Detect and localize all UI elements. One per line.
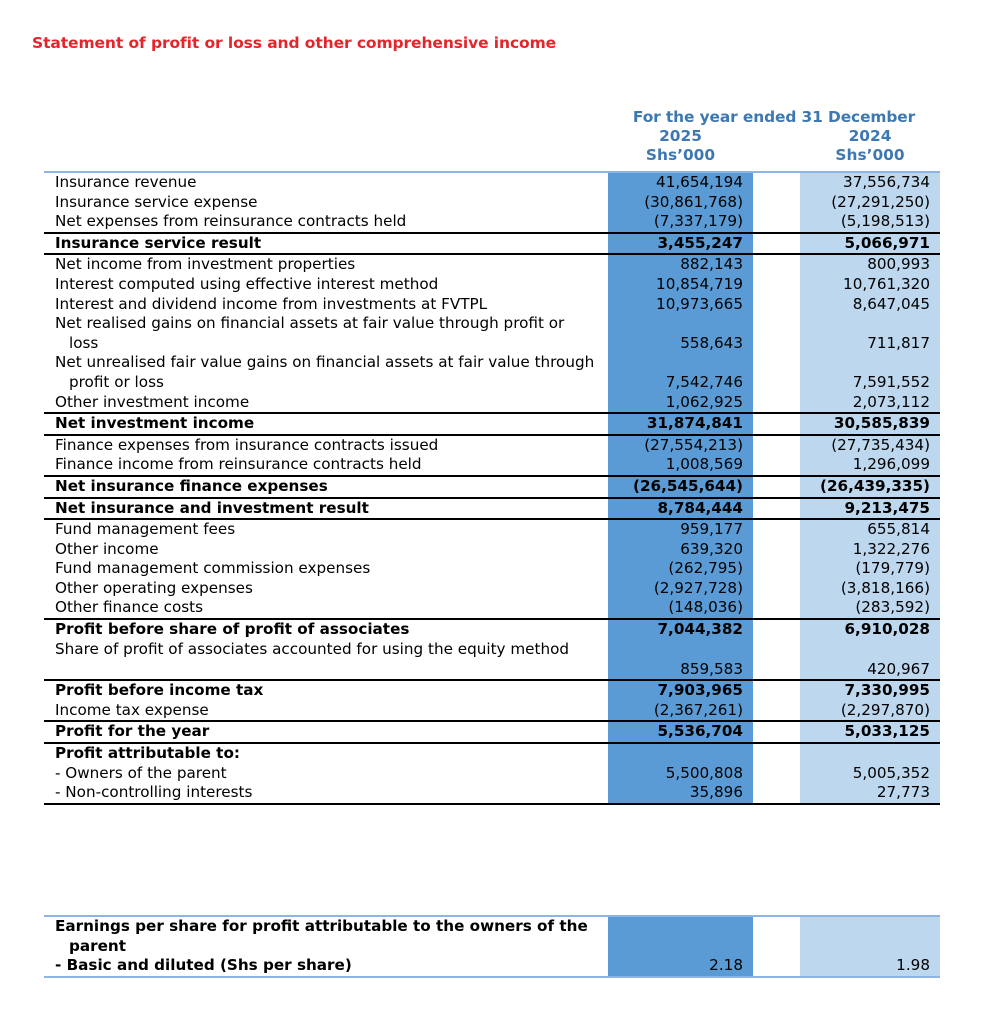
- row-label: Other operating expenses: [55, 578, 253, 597]
- row-value-2024: (27,735,434): [800, 435, 940, 456]
- value-spacer: [608, 353, 743, 373]
- row-value-2024: [800, 314, 940, 353]
- period-header: For the year ended 31 December: [632, 108, 916, 126]
- value-text: 711,817: [867, 333, 930, 352]
- row-gap: [753, 314, 800, 353]
- row-label: Fund management commission expenses: [55, 559, 371, 578]
- row-label: Interest computed using effective interest method: [55, 274, 439, 293]
- row-value-2024: [800, 353, 940, 392]
- row-gap: [753, 275, 800, 295]
- row-gap: [753, 393, 800, 414]
- table-row-total: [44, 476, 940, 498]
- row-label: Fund management fees: [55, 520, 236, 539]
- row-label: Net expenses from reinsurance contracts held: [55, 212, 407, 231]
- row-value-2024: 30,585,839: [800, 413, 940, 435]
- row-value-2024: [800, 743, 940, 764]
- eps-table: [44, 915, 940, 978]
- row-value-2025: 1,008,569: [608, 455, 753, 476]
- table-row: [44, 519, 940, 540]
- row-value-2024: [800, 640, 940, 681]
- table-row-subhead: [44, 743, 940, 764]
- row-value-2025: 3,455,247: [608, 233, 753, 255]
- row-label: [44, 314, 608, 353]
- table-row: [44, 212, 940, 233]
- table-row-total: [44, 233, 940, 255]
- row-gap: [753, 172, 800, 193]
- row-gap: [753, 598, 800, 619]
- row-value-2024: 5,033,125: [800, 721, 940, 743]
- row-label: Net insurance finance expenses: [44, 476, 608, 498]
- row-gap: [753, 721, 800, 743]
- row-label: - Owners of the parent: [55, 763, 227, 782]
- row-value-2024: (26,439,335): [800, 476, 940, 498]
- row-label: Income tax expense: [55, 700, 209, 719]
- value-spacer: [800, 314, 930, 334]
- table-row: [44, 783, 940, 804]
- table-row-total: [44, 680, 940, 701]
- value-text: 558,643: [680, 333, 743, 352]
- eps-heading-value-2025: [608, 916, 753, 956]
- row-label: Interest and dividend income from investments at FVTPL: [55, 294, 488, 313]
- units-2025-label: Shs’000: [645, 146, 716, 164]
- table-row: [44, 435, 940, 456]
- row-label: Net income from investment properties: [55, 255, 356, 274]
- table-row-total: [44, 498, 940, 520]
- row-value-2025: 10,973,665: [608, 295, 753, 315]
- row-gap: [753, 254, 800, 275]
- eps-label-line2: parent: [69, 936, 126, 955]
- income-statement-table: [44, 171, 940, 805]
- row-value-2024: 1,296,099: [800, 455, 940, 476]
- row-value-2025: (2,927,728): [608, 579, 753, 599]
- row-gap: [753, 559, 800, 579]
- row-value-2025: 639,320: [608, 540, 753, 560]
- row-gap: [753, 764, 800, 784]
- row-value-2024: 9,213,475: [800, 498, 940, 520]
- row-gap: [753, 540, 800, 560]
- row-gap: [753, 783, 800, 804]
- row-label: - Non-controlling interests: [44, 783, 608, 804]
- row-value-2025: 41,654,194: [608, 172, 753, 193]
- table-row-total: [44, 413, 940, 435]
- row-value-2025: (2,367,261): [608, 701, 753, 722]
- row-value-2025: 8,784,444: [608, 498, 753, 520]
- table-row: [44, 193, 940, 213]
- row-label-line2: loss: [69, 333, 99, 352]
- row-gap: [753, 233, 800, 255]
- row-label: Finance expenses from insurance contracts issued: [55, 435, 439, 454]
- row-gap: [753, 743, 800, 764]
- row-value-2024: (283,592): [800, 598, 940, 619]
- eps-heading-value-2024: [800, 916, 940, 956]
- row-gap: [753, 212, 800, 233]
- units-2024-label: Shs’000: [835, 146, 905, 164]
- header-gap-2: [753, 146, 800, 164]
- row-value-2024: 6,910,028: [800, 619, 940, 640]
- table-row: [44, 393, 940, 414]
- row-label-line1: Net unrealised fair value gains on financial assets at fair value through: [55, 353, 595, 372]
- row-label: Profit attributable to:: [55, 744, 240, 763]
- row-gap: [753, 640, 800, 681]
- row-value-2024: 10,761,320: [800, 275, 940, 295]
- row-value-2024: (27,291,250): [800, 193, 940, 213]
- row-label: Net insurance and investment result: [44, 498, 608, 520]
- row-value-2024: 800,993: [800, 254, 940, 275]
- eps-value-2024: 1.98: [800, 956, 940, 977]
- eps-label: [44, 916, 608, 956]
- row-value-2025: 882,143: [608, 254, 753, 275]
- row-gap: [753, 193, 800, 213]
- row-label: Insurance revenue: [44, 172, 608, 193]
- row-value-2024: 655,814: [800, 519, 940, 540]
- row-value-2025: 959,177: [608, 519, 753, 540]
- row-value-2024: 8,647,045: [800, 295, 940, 315]
- table-row: [44, 172, 940, 193]
- value-spacer: [608, 314, 743, 334]
- row-value-2025: 10,854,719: [608, 275, 753, 295]
- table-row: [44, 353, 940, 392]
- row-label: Insurance service result: [44, 233, 608, 255]
- table-row: [44, 764, 940, 784]
- row-value-2024: (3,818,166): [800, 579, 940, 599]
- row-gap: [753, 498, 800, 520]
- row-gap: [753, 916, 800, 956]
- table-row-total: [44, 619, 940, 640]
- row-value-2025: (27,554,213): [608, 435, 753, 456]
- row-label: Profit for the year: [44, 721, 608, 743]
- row-gap: [753, 680, 800, 701]
- row-value-2024: 37,556,734: [800, 172, 940, 193]
- value-text: 859,583: [680, 659, 743, 678]
- table-row: [44, 579, 940, 599]
- row-value-2025: 7,903,965: [608, 680, 753, 701]
- row-value-2025: (262,795): [608, 559, 753, 579]
- row-value-2024: 7,330,995: [800, 680, 940, 701]
- row-label-line2: profit or loss: [69, 372, 164, 391]
- row-gap: [753, 435, 800, 456]
- row-value-2025: (26,545,644): [608, 476, 753, 498]
- row-value-2025: (148,036): [608, 598, 753, 619]
- eps-label-line1: Earnings per share for profit attributable to the owners of the: [55, 917, 588, 935]
- row-value-2024: 1,322,276: [800, 540, 940, 560]
- row-value-2025: [608, 353, 753, 392]
- row-value-2024: 2,073,112: [800, 393, 940, 414]
- eps-value-2025: 2.18: [608, 956, 753, 977]
- row-value-2025: 35,896: [608, 783, 753, 804]
- row-label-line1: Net realised gains on financial assets at fair value through profit or: [55, 314, 565, 333]
- row-gap: [753, 956, 800, 977]
- eps-heading-row: [44, 916, 940, 956]
- value-text: 7,591,552: [852, 372, 930, 391]
- row-label-text: Share of profit of associates accounted for using the equity method: [55, 639, 570, 658]
- table-row-total: [44, 721, 940, 743]
- table-row: [44, 701, 940, 722]
- table-row: [44, 598, 940, 619]
- row-value-2024: 5,005,352: [800, 764, 940, 784]
- row-value-2024: 27,773: [800, 783, 940, 804]
- row-gap: [753, 295, 800, 315]
- year-header-row: [608, 127, 940, 145]
- value-text: 7,542,746: [665, 372, 743, 391]
- row-value-2025: [608, 743, 753, 764]
- row-label: Profit before share of profit of associates: [44, 619, 608, 640]
- row-gap: [753, 579, 800, 599]
- eps-basic-label: - Basic and diluted (Shs per share): [44, 956, 608, 977]
- row-label: [44, 640, 608, 681]
- value-spacer: [800, 353, 930, 373]
- table-row: [44, 275, 940, 295]
- row-value-2025: 5,536,704: [608, 721, 753, 743]
- table-row: [44, 540, 940, 560]
- row-label: Other income: [55, 539, 159, 558]
- units-header-row: [608, 146, 940, 164]
- row-value-2024: (2,297,870): [800, 701, 940, 722]
- row-value-2025: (30,861,768): [608, 193, 753, 213]
- page-title: Statement of profit or loss and other comprehensive income: [32, 34, 557, 52]
- row-label: Insurance service expense: [55, 192, 258, 211]
- row-gap: [753, 701, 800, 722]
- row-value-2025: 1,062,925: [608, 393, 753, 414]
- row-value-2025: [608, 640, 753, 681]
- row-value-2025: 7,044,382: [608, 619, 753, 640]
- row-label: Net investment income: [44, 413, 608, 435]
- table-row: [44, 559, 940, 579]
- row-label: Profit before income tax: [44, 680, 608, 701]
- row-label: [44, 353, 608, 392]
- row-value-2024: (5,198,513): [800, 212, 940, 233]
- row-value-2025: 31,874,841: [608, 413, 753, 435]
- header-gap: [753, 127, 800, 145]
- row-label: Other investment income: [55, 392, 250, 411]
- year-2024-label: 2024: [848, 127, 892, 145]
- table-row: [44, 295, 940, 315]
- row-label: Finance income from reinsurance contracts held: [55, 455, 422, 474]
- row-gap: [753, 619, 800, 640]
- row-value-2025: [608, 314, 753, 353]
- year-2025-label: 2025: [659, 127, 702, 145]
- row-value-2025: (7,337,179): [608, 212, 753, 233]
- table-row: [44, 640, 940, 681]
- row-gap: [753, 353, 800, 392]
- row-gap: [753, 519, 800, 540]
- value-text: 420,967: [867, 659, 930, 678]
- column-headers: [608, 108, 940, 164]
- row-gap: [753, 455, 800, 476]
- row-gap: [753, 476, 800, 498]
- row-value-2025: 5,500,808: [608, 764, 753, 784]
- table-row: [44, 455, 940, 476]
- row-value-2024: 5,066,971: [800, 233, 940, 255]
- table-row: [44, 254, 940, 275]
- row-label: Other finance costs: [55, 598, 204, 617]
- table-row: [44, 314, 940, 353]
- eps-value-row: [44, 956, 940, 977]
- row-gap: [753, 413, 800, 435]
- row-value-2024: (179,779): [800, 559, 940, 579]
